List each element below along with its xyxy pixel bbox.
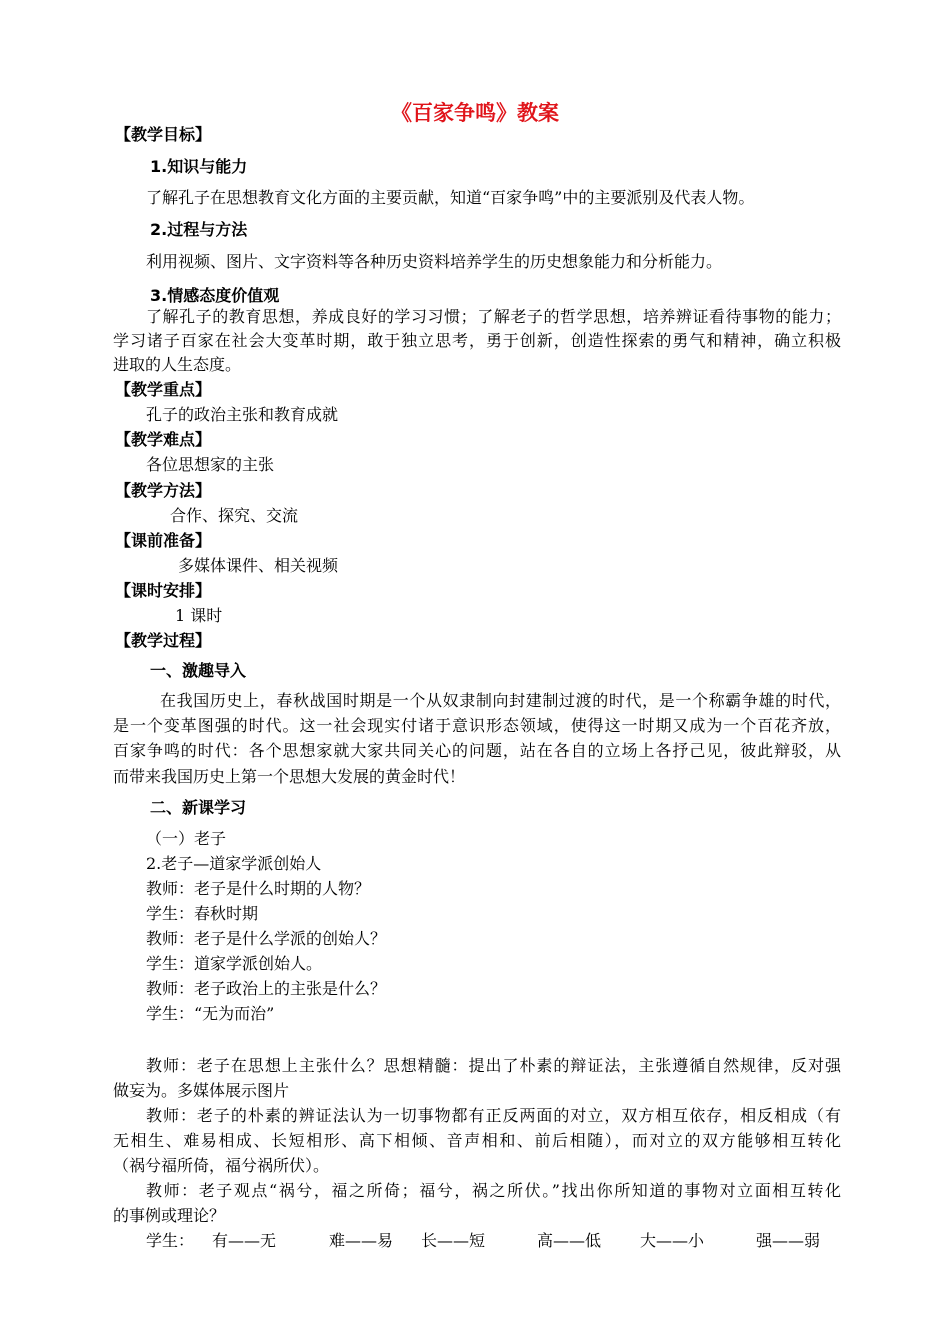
difficulties-text: 各位思想家的主张 — [146, 455, 275, 474]
heading-keypoints: 【教学重点】 — [115, 380, 212, 399]
heading-newlesson: 二、新课学习 — [150, 798, 247, 817]
heading-difficulties: 【教学难点】 — [115, 430, 212, 449]
para2-line3: （祸兮福所倚，福兮祸所伏）。 — [113, 1156, 330, 1175]
prep-text: 多媒体课件、相关视频 — [178, 556, 339, 575]
heading-methods: 【教学方法】 — [115, 481, 212, 500]
intro-line3: 百家争鸣的时代：各个思想家就大家共同关心的问题，站在各自的立场上各抒己见，彼此辩驳，从 — [113, 741, 841, 760]
topic-laozi: 2.老子—道家学派创始人 — [146, 854, 322, 873]
dialogue-line: 学生：春秋时期 — [146, 904, 259, 923]
opposite-pair: 长——短 — [421, 1231, 486, 1250]
process-text: 利用视频、图片、文字资料等各种历史资料培养学生的历史想象能力和分析能力。 — [146, 252, 723, 271]
section-laozi: （一）老子 — [146, 829, 227, 848]
para2-line2: 无相生、难易相成、长短相形、高下相倾、音声相和、前后相随），而对立的双方能够相互转化 — [113, 1131, 841, 1150]
dialogue-line: 教师：老子政治上的主张是什么？ — [146, 979, 387, 998]
heading-procedure: 【教学过程】 — [115, 631, 212, 650]
para1-line1: 教师：老子在思想上主张什么？思想精髓：提出了朴素的辩证法，主张遵循自然规律，反对强 — [146, 1056, 841, 1075]
values-text-line2: 学习诸子百家在社会大变革时期，敢于独立思考，勇于创新，创造性探索的勇气和精神，确立积极 — [113, 331, 841, 350]
para3-line1: 教师：老子观点“祸兮，福之所倚；福兮，祸之所伏。”找出你所知道的事物对立面相互转化 — [146, 1181, 841, 1200]
dialogue-line: 教师：老子是什么学派的创始人？ — [146, 929, 387, 948]
opposite-pair: 难——易 — [329, 1231, 394, 1250]
dialogue-line: 学生：道家学派创始人。 — [146, 954, 323, 973]
values-text-line1: 了解孔子的教育思想，养成良好的学习习惯；了解老子的哲学思想，培养辨证看待事物的能力； — [146, 307, 841, 326]
heading-intro: 一、激趣导入 — [150, 661, 247, 680]
intro-line1: 在我国历史上，春秋战国时期是一个从奴隶制向封建制过渡的时代，是一个称霸争雄的时代， — [160, 691, 841, 710]
heading-process: 2.过程与方法 — [150, 220, 248, 239]
heading-schedule: 【课时安排】 — [115, 581, 212, 600]
heading-goals: 【教学目标】 — [115, 125, 212, 144]
keypoints-text: 孔子的政治主张和教育成就 — [146, 405, 339, 424]
schedule-text: 1 课时 — [175, 606, 223, 625]
values-text-line3: 进取的人生态度。 — [113, 355, 242, 374]
para3-line2: 的事例或理论？ — [113, 1206, 226, 1225]
dialogue-line: 教师：老子是什么时期的人物？ — [146, 879, 371, 898]
heading-knowledge: 1.知识与能力 — [150, 157, 248, 176]
knowledge-text: 了解孔子在思想教育文化方面的主要贡献，知道“百家争鸣”中的主要派别及代表人物。 — [146, 188, 755, 207]
opposite-pair: 大——小 — [640, 1231, 705, 1250]
para2-line1: 教师：老子的朴素的辨证法认为一切事物都有正反两面的对立，双方相互依存，相反相成（有 — [146, 1106, 841, 1125]
para1-line2: 做妄为。多媒体展示图片 — [113, 1081, 290, 1100]
opposite-pair: 有——无 — [212, 1231, 277, 1250]
methods-text: 合作、探究、交流 — [170, 506, 299, 525]
intro-line2: 是一个变革图强的时代。这一社会现实付诸于意识形态领域，使得这一时期又成为一个百花齐放， — [113, 716, 841, 735]
dialogue-line: 学生：“无为而治” — [146, 1004, 275, 1023]
opposite-pair: 高——低 — [537, 1231, 602, 1250]
page-title: 《百家争鸣》教案 — [391, 101, 559, 125]
student-label: 学生： — [146, 1231, 195, 1250]
intro-line4: 而带来我国历史上第一个思想大发展的黄金时代！ — [113, 767, 466, 786]
opposite-pair: 强——弱 — [756, 1231, 821, 1250]
heading-prep: 【课前准备】 — [115, 531, 212, 550]
heading-values: 3.情感态度价值观 — [150, 286, 280, 305]
